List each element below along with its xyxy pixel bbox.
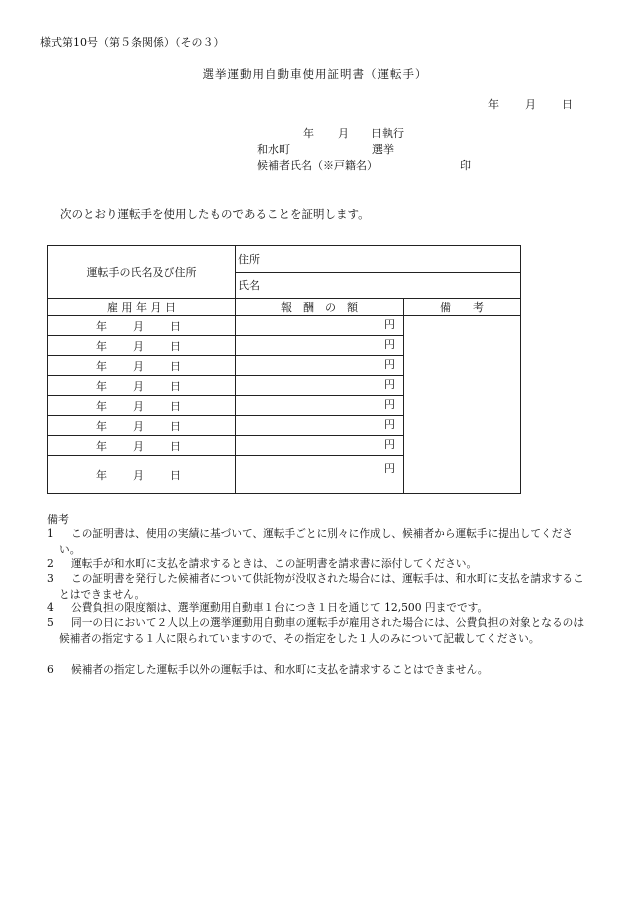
date-cell[interactable] <box>48 396 236 416</box>
issue-date <box>488 96 573 112</box>
document-title: 選挙運動用自動車使用証明書（運転手） <box>202 67 428 81</box>
note-text: この証明書は、使用の実績に基づいて、運転手ごとに別々に作成し、候補者から運転手に提出してください。 <box>59 527 574 556</box>
notes-title: 備考 <box>47 513 69 526</box>
amount-cell[interactable]: 円 <box>236 436 404 456</box>
driver-label-cell: 運転手の氏名及び住所 <box>48 246 236 299</box>
issue-year: 年 <box>488 98 499 111</box>
year-label: 年 <box>96 439 107 453</box>
note-number: 1 <box>47 527 54 540</box>
note-text: 公費負担の限度額は、選挙運動用自動車１台につき１日を通じて 12,500 円までです。 <box>71 601 489 614</box>
day-label: 日 <box>170 399 181 413</box>
town-line <box>257 141 394 157</box>
day-label: 日 <box>170 379 181 393</box>
usage-table <box>47 245 521 494</box>
certification-statement: 次のとおり運転手を使用したものであることを証明します。 <box>60 207 370 221</box>
year-label: 年 <box>96 359 107 373</box>
amount-cell[interactable]: 円 <box>236 456 404 494</box>
date-cell[interactable] <box>48 376 236 396</box>
date-cell[interactable] <box>48 416 236 436</box>
amount-cell[interactable]: 円 <box>236 396 404 416</box>
note-item <box>47 571 587 603</box>
month-label: 月 <box>133 468 144 482</box>
note-number: 6 <box>47 663 54 676</box>
execution-date <box>303 125 404 141</box>
note-text: 候補者の指定した運転手以外の運転手は、和水町に支払を請求することはできません。 <box>71 663 489 676</box>
date-cell[interactable] <box>48 316 236 336</box>
year-label: 年 <box>96 399 107 413</box>
table-row <box>48 316 521 336</box>
month-label: 月 <box>133 439 144 453</box>
name-field[interactable]: 氏名 <box>236 272 521 299</box>
date-cell[interactable] <box>48 456 236 494</box>
note-number: 3 <box>47 572 54 585</box>
day-label: 日 <box>170 359 181 373</box>
year-label: 年 <box>96 468 107 482</box>
note-item <box>47 556 587 572</box>
year-label: 年 <box>96 379 107 393</box>
day-label: 日 <box>170 419 181 433</box>
month-label: 月 <box>133 379 144 393</box>
day-label: 日 <box>170 439 181 453</box>
day-label: 日 <box>170 319 181 333</box>
month-label: 月 <box>133 359 144 373</box>
note-number: 4 <box>47 601 54 614</box>
note-item <box>47 526 587 558</box>
amount-cell[interactable]: 円 <box>236 416 404 436</box>
header-remuneration: 報 酬 の 額 <box>236 299 404 316</box>
note-text: 同一の日において２人以上の選挙運動用自動車の運転手が雇用された場合には、公費負担の対象となるのは候補者の指定する１人に限られていますので、その指定をした１人のみについて記載してください。 <box>59 616 585 645</box>
note-text: 運転手が和水町に支払を請求するときは、この証明書を請求書に添付してください。 <box>71 557 478 570</box>
issue-month: 月 <box>525 98 536 111</box>
candidate-line: 候補者氏名（※戸籍名） <box>257 159 378 172</box>
exec-day: 日執行 <box>371 127 404 140</box>
town-name: 和水町 <box>257 143 290 156</box>
note-item <box>47 615 587 647</box>
amount-cell[interactable]: 円 <box>236 336 404 356</box>
month-label: 月 <box>133 399 144 413</box>
year-label: 年 <box>96 339 107 353</box>
amount-cell[interactable]: 円 <box>236 356 404 376</box>
election-label: 選挙 <box>372 143 394 156</box>
month-label: 月 <box>133 319 144 333</box>
amount-cell[interactable]: 円 <box>236 376 404 396</box>
note-item <box>47 662 587 678</box>
header-employment-date: 雇 用 年 月 日 <box>48 299 236 316</box>
header-remarks: 備 考 <box>404 299 521 316</box>
month-label: 月 <box>133 419 144 433</box>
exec-month: 月 <box>338 127 349 140</box>
day-label: 日 <box>170 339 181 353</box>
day-label: 日 <box>170 468 181 482</box>
date-cell[interactable] <box>48 336 236 356</box>
note-number: 5 <box>47 616 54 629</box>
form-number: 様式第10号（第５条関係）（その３） <box>40 36 225 49</box>
seal-mark: 印 <box>460 159 471 172</box>
exec-year: 年 <box>303 127 314 140</box>
note-text: この証明書を発行した候補者について供託物が没収された場合には、運転手は、和水町に支払を請求することはできません。 <box>59 572 584 601</box>
amount-cell[interactable]: 円 <box>236 316 404 336</box>
remarks-cell[interactable] <box>404 316 521 494</box>
date-cell[interactable] <box>48 356 236 376</box>
note-item <box>47 600 587 616</box>
year-label: 年 <box>96 319 107 333</box>
issue-day: 日 <box>562 98 573 111</box>
year-label: 年 <box>96 419 107 433</box>
month-label: 月 <box>133 339 144 353</box>
date-cell[interactable] <box>48 436 236 456</box>
note-number: 2 <box>47 557 54 570</box>
address-field[interactable]: 住所 <box>236 246 521 273</box>
